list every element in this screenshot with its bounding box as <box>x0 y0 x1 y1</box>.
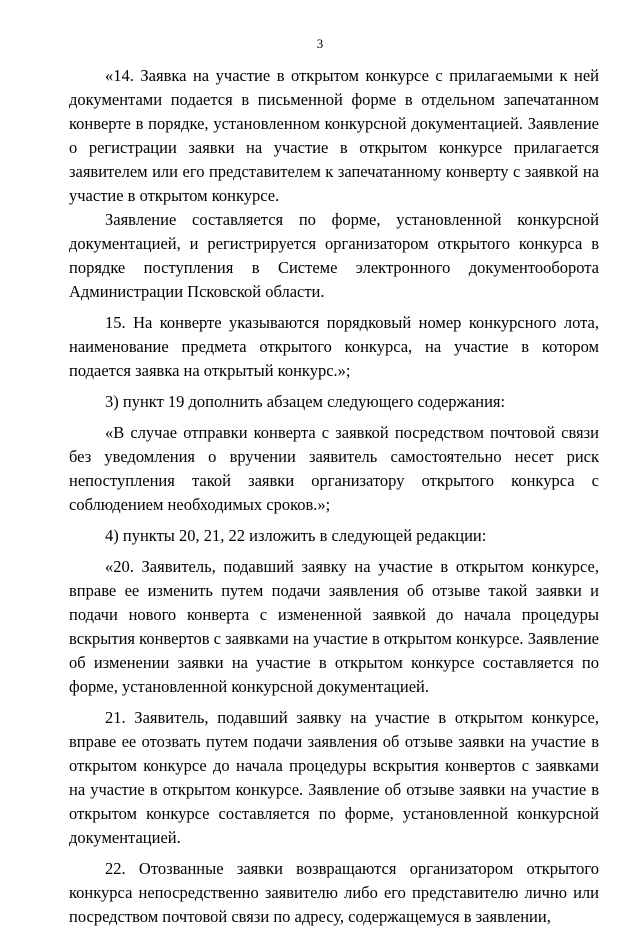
paragraph-item-22: 22. Отозванные заявки возвращаются организатором открытого конкурса непосредственно заявителю либо его представителю лично или посредством почтовой связи по адресу, содержащемуся в заявлении, <box>69 859 599 926</box>
paragraph-item-21: 21. Заявитель, подавший заявку на участие в открытом конкурсе, вправе ее отозвать путем подачи заявления об отзыве заявки на участие в открытом конкурсе до начала процедуры вскрытия конвертов с заявками на участие в открытом конкурсе. Заявление об отзыве заявки на участие в открытом конкурсе составляется по форме, установленной конкурсной документацией. <box>69 708 599 847</box>
document-body <box>69 64 599 929</box>
paragraph-item-15: 15. На конверте указываются порядковый номер конкурсного лота, наименование предмета открытого конкурса, на участие в котором подается заявка на открытый конкурс.»; <box>69 313 599 380</box>
paragraph-application-form: Заявление составляется по форме, установленной конкурсной документацией, и регистрируется организатором открытого конкурса в порядке поступления в Системе электронного документооборота Администрации Псковской области. <box>69 210 599 301</box>
paragraph-item-20: «20. Заявитель, подавший заявку на участие в открытом конкурсе, вправе ее изменить путем подачи заявления об отзыве такой заявки и подачи нового конверта с измененной заявкой до начала процедуры вскрытия конвертов с заявками на участие в открытом конкурсе. Заявление об изменении заявки на участие в открытом конкурсе составляется по форме, установленной конкурсной документацией. <box>69 557 599 696</box>
paragraph-postal-delivery: «В случае отправки конверта с заявкой посредством почтовой связи без уведомления о вручении заявитель самостоятельно несет риск непоступления такой заявки организатору открытого конкурса с соблюдением необходимых сроков.»; <box>69 423 599 514</box>
paragraph-item-14: «14. Заявка на участие в открытом конкурсе с прилагаемыми к ней документами подается в письменной форме в отдельном запечатанном конверте в порядке, установленном конкурсной документацией. Заявление о регистрации заявки на участие в открытом конкурсе прилагается заявителем или его представителем к запечатанному конверту с заявкой на участие в открытом конкурсе. <box>69 66 599 205</box>
paragraph-amendment-4: 4) пункты 20, 21, 22 изложить в следующей редакции: <box>105 526 487 545</box>
paragraph-amendment-3: 3) пункт 19 дополнить абзацем следующего содержания: <box>105 392 506 411</box>
page-number: 3 <box>316 36 324 51</box>
